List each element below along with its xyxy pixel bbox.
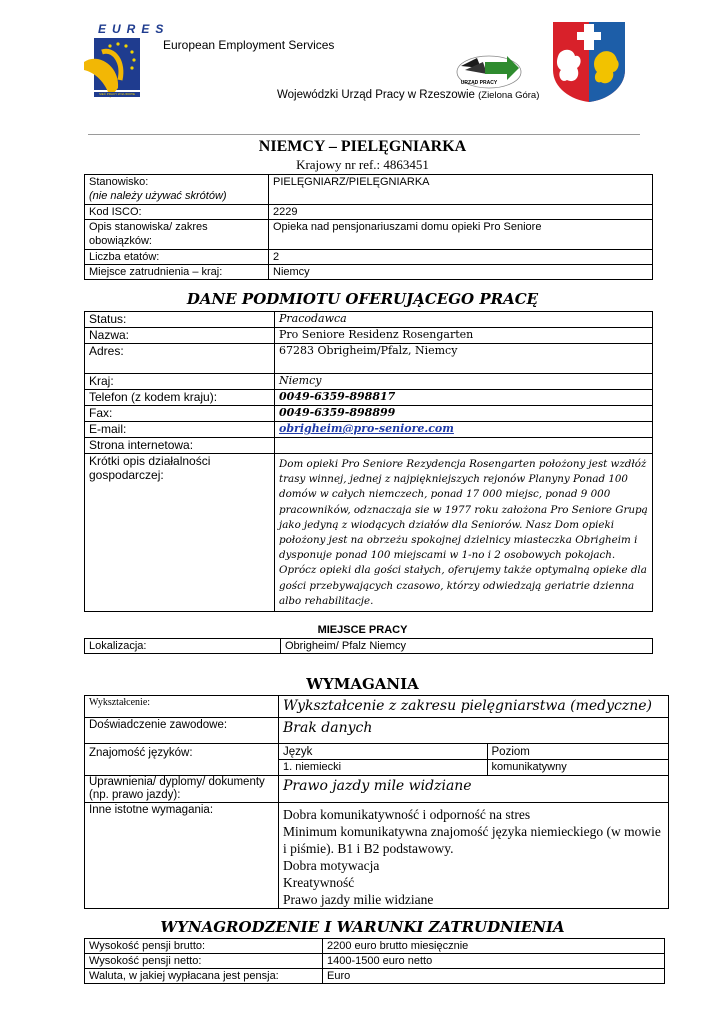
- name-value: Pro Seniore Residenz Rosengarten: [275, 328, 653, 344]
- table-row: [85, 696, 669, 718]
- net-salary-label: Wysokość pensji netto:: [85, 954, 323, 969]
- currency-value: Euro: [323, 969, 665, 984]
- table-row: [85, 744, 669, 776]
- table-row: [85, 422, 653, 438]
- table-row: [279, 744, 669, 760]
- address-value: 67283 Obrigheim/Pfalz, Niemcy: [275, 344, 653, 374]
- workplace-table: [84, 638, 653, 654]
- fax-label: Fax:: [85, 406, 275, 422]
- currency-label: Waluta, w jakiej wypłacana jest pensja:: [85, 969, 323, 984]
- job-position-label-text: Stanowisko:: [89, 176, 149, 188]
- table-row: [85, 969, 665, 984]
- job-position-label: [85, 175, 269, 205]
- table-row: [85, 454, 653, 612]
- salary-table: [84, 938, 665, 984]
- languages-cell: [279, 744, 669, 776]
- table-row: [85, 328, 653, 344]
- job-position-value: PIELĘGNIARZ/PIELĘGNIARKA: [269, 175, 653, 205]
- experience-value: Brak danych: [279, 718, 669, 744]
- job-description-label: Opis stanowiska/ zakres obowiązków:: [85, 220, 269, 250]
- table-row: [85, 312, 653, 328]
- education-label: Wykształcenie:: [85, 696, 279, 718]
- positions-count-label: Liczba etatów:: [85, 250, 269, 265]
- licenses-label-text: Uprawnienia/ dyplomy/ dokumenty: [89, 775, 265, 788]
- phone-value: 0049-6359-898817: [275, 390, 653, 406]
- website-value: [275, 438, 653, 454]
- table-row: [85, 205, 653, 220]
- other-requirements-value: [279, 802, 669, 908]
- eures-logo-tagline: SIEĆ PRACY W EUROPIE: [98, 92, 136, 96]
- positions-count-value: 2: [269, 250, 653, 265]
- salary-heading: WYNAGRODZENIE I WARUNKI ZATRUDNIENIA: [160, 918, 565, 936]
- languages-label: Znajomość języków:: [85, 744, 279, 776]
- job-description-value: Opieka nad pensjonariuszami domu opieki Pro Seniore: [269, 220, 653, 250]
- table-row: [85, 390, 653, 406]
- urzad-pracy-logo: [455, 50, 523, 90]
- work-country-value: Niemcy: [269, 265, 653, 280]
- workplace-heading: MIEJSCE PRACY: [317, 624, 408, 636]
- list-item: Minimum komunikatywna znajomość języka niemieckiego (w mowie i piśmie). B1 i B2 podstawowy.: [283, 823, 661, 856]
- address-label: Adres:: [85, 344, 275, 374]
- table-row: [85, 175, 653, 205]
- table-row: [85, 344, 653, 374]
- list-item: Prawo jazdy milie widziane: [283, 891, 434, 907]
- urzad-pracy-logo-text: URZĄD PRACY: [460, 80, 498, 86]
- country-label: Kraj:: [85, 374, 275, 390]
- page-title: NIEMCY – PIELĘGNIARKA: [258, 138, 467, 155]
- name-label: Nazwa:: [85, 328, 275, 344]
- gross-salary-label: Wysokość pensji brutto:: [85, 939, 323, 954]
- requirements-table: [84, 695, 669, 909]
- table-row: [279, 760, 669, 775]
- table-row: [85, 220, 653, 250]
- email-label: E-mail:: [85, 422, 275, 438]
- table-row: [85, 639, 653, 654]
- table-row: [85, 406, 653, 422]
- office-name-main: Wojewódzki Urząd Pracy w Rzeszowie: [277, 89, 475, 101]
- table-row: [85, 775, 669, 802]
- coat-of-arms: [551, 20, 627, 104]
- work-country-label: Miejsce zatrudnienia – kraj:: [85, 265, 269, 280]
- language-column-header: Język: [279, 744, 487, 760]
- isco-value: 2229: [269, 205, 653, 220]
- table-row: [85, 374, 653, 390]
- table-row: [85, 939, 665, 954]
- table-row: [85, 718, 669, 744]
- table-row: [85, 438, 653, 454]
- licenses-note: (np. prawo jazdy):: [89, 788, 181, 801]
- eures-logo-letters: EURES: [98, 22, 170, 36]
- employer-table: [84, 311, 653, 612]
- licenses-value: Prawo jazdy mile widziane: [279, 775, 669, 802]
- country-value: Niemcy: [275, 374, 653, 390]
- job-position-note: (nie należy używać skrótów): [89, 190, 227, 202]
- phone-label: Telefon (z kodem kraju):: [85, 390, 275, 406]
- eures-logo: [80, 22, 170, 102]
- level-value: komunikatywny: [487, 760, 669, 775]
- employer-heading: DANE PODMIOTU OFERUJĄCEGO PRACĘ: [186, 290, 539, 308]
- language-value: 1. niemiecki: [279, 760, 487, 775]
- level-column-header: Poziom: [487, 744, 669, 760]
- other-requirements-label: Inne istotne wymagania:: [85, 802, 279, 908]
- email-cell: [275, 422, 653, 438]
- list-item: Dobra motywacja: [283, 857, 380, 873]
- business-description-value: Dom opieki Pro Seniore Rezydencja Rosengarten położony jest wzdłóż trasy winnej, jednej z najpiękniejszych rejonów Planyny Ponad 100 domów w całych niemczech, ponad 17 000 miejsc, ponad 9 000 pracowników, odznaczaja sie w 1977 roku założona Pro Seniore Grupą jako jedyną z wiodących działów dla Seniorów. Nasz Dom opieki położony jest na obrzeżu spokojnej dzielnicy miasteczka Obrigheim i dysponuje ponad 100 miejscami w 1-no i 2 osobowych pokojach. Oprócz opieki dla gości stałych, oferujemy także optymalną opieke dla gości przebywających czasowo, którzy odwiedzają geriatrie dzienna albo rehabilitacje.: [275, 454, 653, 612]
- email-link[interactable]: obrigheim@pro-seniore.com: [279, 422, 454, 435]
- office-name: [277, 89, 539, 101]
- header-divider: [88, 134, 640, 135]
- licenses-label: [85, 775, 279, 802]
- net-salary-value: 1400-1500 euro netto: [323, 954, 665, 969]
- gross-salary-value: 2200 euro brutto miesięcznie: [323, 939, 665, 954]
- isco-label: Kod ISCO:: [85, 205, 269, 220]
- experience-label: Doświadczenie zawodowe:: [85, 718, 279, 744]
- table-row: [85, 802, 669, 908]
- fax-value: 0049-6359-898899: [275, 406, 653, 422]
- location-label: Lokalizacja:: [85, 639, 281, 654]
- table-row: [85, 954, 665, 969]
- website-label: Strona internetowa:: [85, 438, 275, 454]
- office-name-city: (Zielona Góra): [478, 90, 540, 101]
- status-value: Pracodawca: [275, 312, 653, 328]
- table-row: [85, 250, 653, 265]
- languages-table: [279, 744, 669, 775]
- job-table: [84, 174, 653, 280]
- requirements-heading: WYMAGANIA: [306, 675, 419, 693]
- list-item: Dobra komunikatywność i odporność na stres: [283, 806, 531, 822]
- list-item: Kreatywność: [283, 874, 355, 890]
- business-description-label: Krótki opis działalności gospodarczej:: [85, 454, 275, 612]
- table-row: [85, 265, 653, 280]
- location-value: Obrigheim/ Pfalz Niemcy: [281, 639, 653, 654]
- status-label: Status:: [85, 312, 275, 328]
- reference-number: Krajowy nr ref.: 4863451: [296, 157, 429, 172]
- ees-label: European Employment Services: [163, 38, 335, 52]
- education-value: Wykształcenie z zakresu pielęgniarstwa (medyczne): [279, 696, 669, 718]
